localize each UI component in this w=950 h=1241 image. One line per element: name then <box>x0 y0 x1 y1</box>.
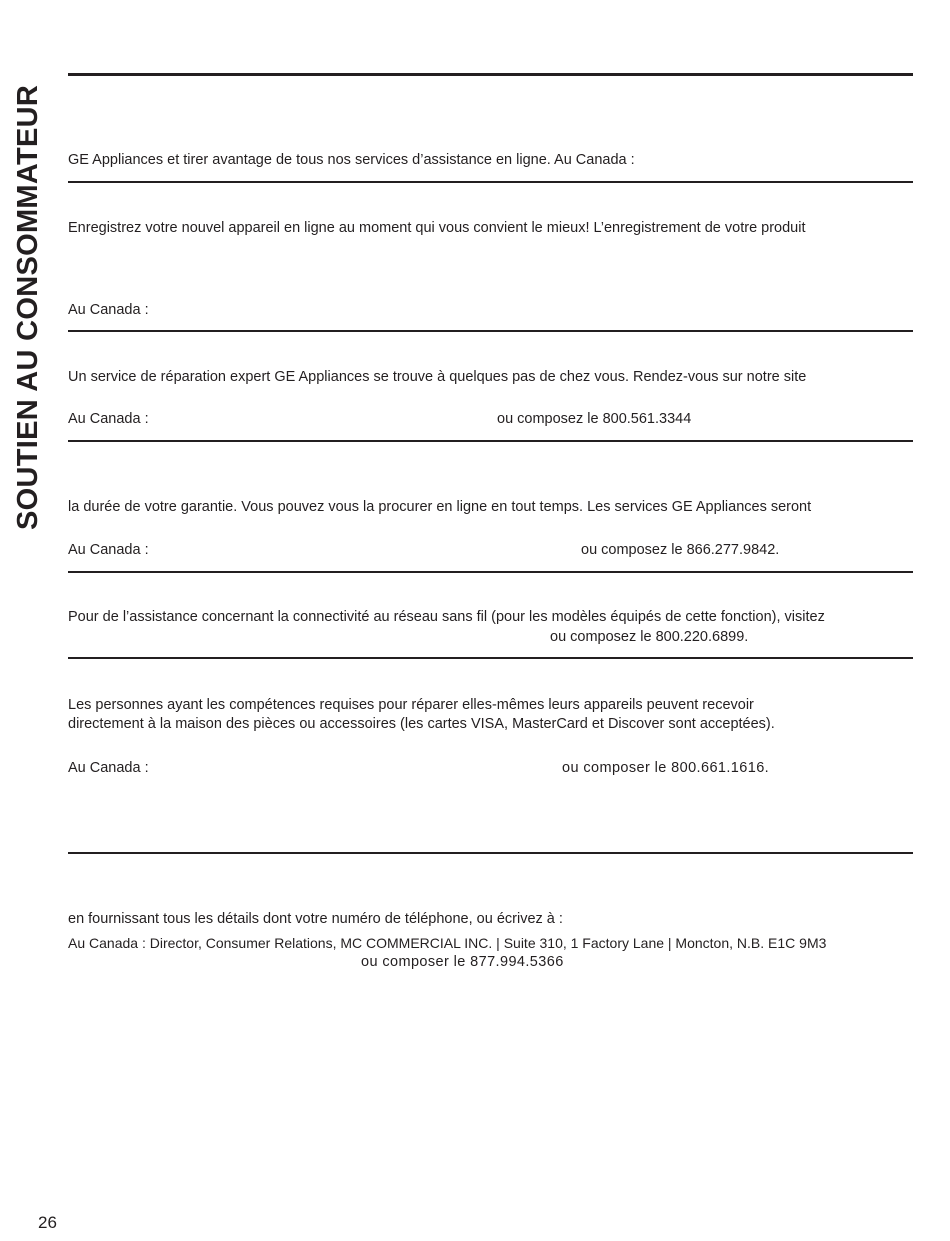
registration-text: Enregistrez votre nouvel appareil en ligne au moment qui vous convient le mieux! L’enregistrement de votre produit <box>68 220 806 236</box>
page-number: 26 <box>38 1213 57 1232</box>
online-text: GE Appliances et tirer avantage de tous nos services d’assistance en ligne. Au Canada : <box>68 152 635 168</box>
parts-text-line2: directement à la maison des pièces ou accessoires (les cartes VISA, MasterCard et Discover sont acceptées). <box>68 716 775 732</box>
service-canada-label: Au Canada : <box>68 411 149 427</box>
connectivity-text: Pour de l’assistance concernant la connectivité au réseau sans fil (pour les modèles équipés de cette fonction), visitez <box>68 609 825 625</box>
section-divider <box>68 852 913 854</box>
contact-text: en fournissant tous les détails dont votre numéro de téléphone, ou écrivez à : <box>68 911 563 927</box>
connectivity-phone: ou composez le 800.220.6899. <box>550 629 749 645</box>
registration-canada-label: Au Canada : <box>68 302 149 318</box>
parts-text-line1: Les personnes ayant les compétences requises pour réparer elles-mêmes leurs appareils peuvent recevoir <box>68 697 754 713</box>
section-divider <box>68 440 913 442</box>
section-divider <box>68 657 913 659</box>
contact-address: Au Canada : Director, Consumer Relations, MC COMMERCIAL INC. | Suite 310, 1 Factory Lane | Moncton, N.B. E1C 9M3 <box>68 935 827 951</box>
warranty-phone: ou composez le 866.277.9842. <box>581 542 780 558</box>
parts-phone: ou composer le 800.661.1616. <box>562 760 770 776</box>
parts-canada-label: Au Canada : <box>68 760 149 776</box>
contact-phone: ou composer le 877.994.5366 <box>361 954 564 970</box>
section-divider <box>68 330 913 332</box>
warranty-canada-label: Au Canada : <box>68 542 149 558</box>
section-divider <box>68 571 913 573</box>
service-text: Un service de réparation expert GE Appliances se trouve à quelques pas de chez vous. Rendez-vous sur notre site <box>68 369 807 385</box>
side-title: SOUTIEN AU CONSOMMATEUR <box>12 84 44 530</box>
section-divider <box>68 181 913 183</box>
section-divider <box>68 73 913 76</box>
service-phone: ou composez le 800.561.3344 <box>497 411 692 427</box>
warranty-text: la durée de votre garantie. Vous pouvez vous la procurer en ligne en tout temps. Les services GE Appliances seront <box>68 499 812 515</box>
